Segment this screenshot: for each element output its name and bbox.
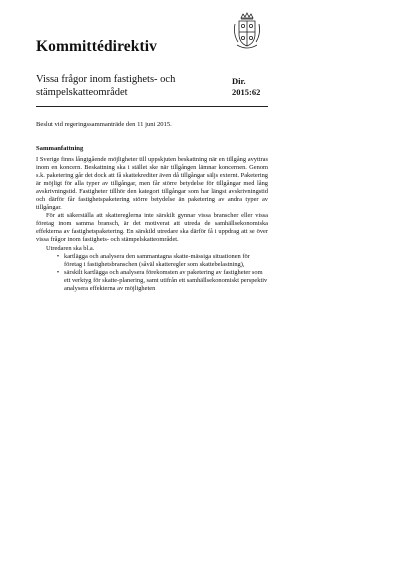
dir-label: Dir. [232,76,246,86]
document-title: Kommittédirektiv [36,38,157,55]
dir-number: 2015:62 [232,87,261,97]
header-divider [36,106,268,107]
list-item-text: kartlägga och analysera den sammantagna skatte-mässiga situationen för företag i fastighetsbranschen (såväl skatteregler som skattebelastning), [64,252,250,268]
document-subtitle: Vissa frågor inom fastighets- och stämpelskatteområdet [36,74,176,98]
document-body [36,156,268,293]
section-heading: Sammanfattning [36,145,84,152]
bullet-icon [54,253,62,261]
list-item-text: särskilt kartlägga och analysera förekomsten av paketering av fastigheter som ett verktyg för skatte-planering, samt utifrån ett samhällsekonomiskt perspektiv analysera effekterna av möjligheten [64,268,268,292]
directive-id [232,76,260,98]
paragraph: I Sverige finns långtgående möjligheter till uppskjuten beskattning när en tillgång avyttras inom en koncern. Beskattning ska i stället ske när tillgången lämnar koncernen. Genom s.k. paketering går det dock att få skattekrediter även då tillgångar säljs externt. Paketering är möjligt för alla typer av tillgångar, men får större betydelse för tillgångar med lång avskrivningstid. Fastigheter tillhör den kategori tillgångar som har längst avskrivningstid och därför får fastighetspaketering större betydelse än paketering av andra typer av tillgångar. [36,156,268,212]
decision-line: Beslut vid regeringssammanträde den 11 juni 2015. [36,121,172,128]
bullet-list [36,253,268,293]
list-item [36,269,268,293]
coat-of-arms-icon [232,12,262,52]
bullet-icon [54,269,62,277]
paragraph: Utredaren ska bl.a. [46,244,95,252]
list-item [36,253,268,269]
paragraph: För att säkerställa att skattereglerna inte särskilt gynnar vissa branscher eller vissa företag inom samma bransch, är det motiverat att utreda de samhällsekonomiska effekterna av fastighetspaketering. En särskild utredare ska därför få i uppdrag att se över vissa frågor inom fastighets- och stämpelskatteområdet. [36,212,268,244]
